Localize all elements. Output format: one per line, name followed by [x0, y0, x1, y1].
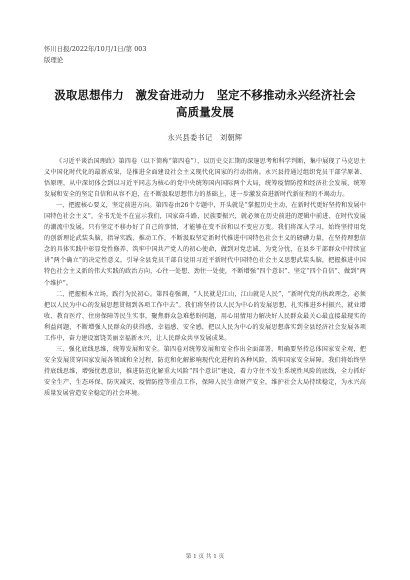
section-label: 版理论 [44, 56, 64, 64]
article-body [44, 156, 366, 399]
article-paragraph-1: 《习近平谈治国理政》第四卷（以下简称“第四卷”），以历史交汇期的深邃思考和科学判断，集中展现了马克思主义中国化时代化的最新成果，是推进全面建设社会主义现代化国家的行动指南。永兴县持通过组织党员干部学原著、悟原理，从中深切体会到以习近平同志为核心的党中央统筹国内国际两个大局，统筹疫情防控和经济社会发展，统筹发展和安全的坚定自信和从容不迫，在不断汲取思想伟力的基础上，进一步激发奋进新时代新征程的不竭动力。 [44, 158, 366, 199]
article-title-line-1: 汲取思想伟力 激发奋进动力 坚定不移推动永兴经济社会 [54, 88, 356, 102]
article-paragraph-2: 一、把握核心要义，坚定前进方向。第四卷由26个专题中，开头就是“掌握历史主动，在新时代更好坚持和发展中国特色社会主义”，全书无处不在宣示我们，国家奋斗路，民族要振兴，就必须在历史前进的逻辑中前进、在时代发展的潮流中发展。只有坚定不移办好了自己的事情，才能够在变不居和以不变应万变。我们将深入学习，始终坚持用党的创新理论武装头脑，指导实践、推动工作，不断汲取坚定新时代推进中国特色社会主义的磅礴力量，在坚持理想信念的具体实践中彰显党性修养，筑牢中国共产党人的初心使命，做到对党忠诚、为党分忧，在县乡干部群众中持续宣讲“两个确立”的决定性意义，引导全县党员干部自觉用习近平新时代中国特色社会主义思想武装头脑，把握推进中国特色社会主义新的伟大实践的政治方向，心往一处想、劲往一处使，不断增强“四个意识”、坚定“四个自信”、做到“两个维护”。 [44, 202, 366, 287]
article-paragraph-3: 二、把握根本立场，践行为民初心。第四卷强调，“人民就是江山，江山就是人民”，“新时代党的执政理念，必须把以人民为中心的发展思想贯彻到各项工作中去”。我们将坚持以人民为中心的发展思想，扎实推进乡村振兴、就业增收、教育医疗、住房保障等民生实事，聚焦群众急难愁盼问题，用心用情用力解决好人民群众最关心最直接最现实的利益问题，不断增强人民群众的获得感、幸福感、安全感，把以人民为中心的发展思想落实到全县经济社会发展各项工作中，奋力建设富饶美丽幸福新永兴，让人民群众共享发展成果。 [44, 290, 366, 342]
publication-meta [44, 44, 146, 66]
page-number: 第 1 页 共 1 页 [185, 554, 225, 560]
article-paragraph-4: 三、强化底线思维，统筹发展和安全。第四卷对统筹发展和安全作出全面部署，明确要坚持总体国家安全观，把安全发展贯穿国家发展各领域和全过程，防范和化解影响现代化进程的各种风险，筑牢国家安全屏障。我们将始终坚持底线思维，增强忧患意识，推进防范化解重大风险“四个意识”建设，着力守住不发生系统性风险的底线，全力抓好安全生产、生态环保、防灾减灾、疫情防控等重点工作，保障人民生命财产安全，维护社会大局持续稳定，为永兴高质量发展营造安全稳定的社会环境。 [44, 345, 366, 397]
source-line: 怀川日报/2022年/10月/1日/第 003 [44, 45, 147, 53]
article-byline: 永兴县委书记 刘朝辉 [167, 133, 243, 142]
article-title-line-2: 高质量发展 [176, 105, 234, 119]
